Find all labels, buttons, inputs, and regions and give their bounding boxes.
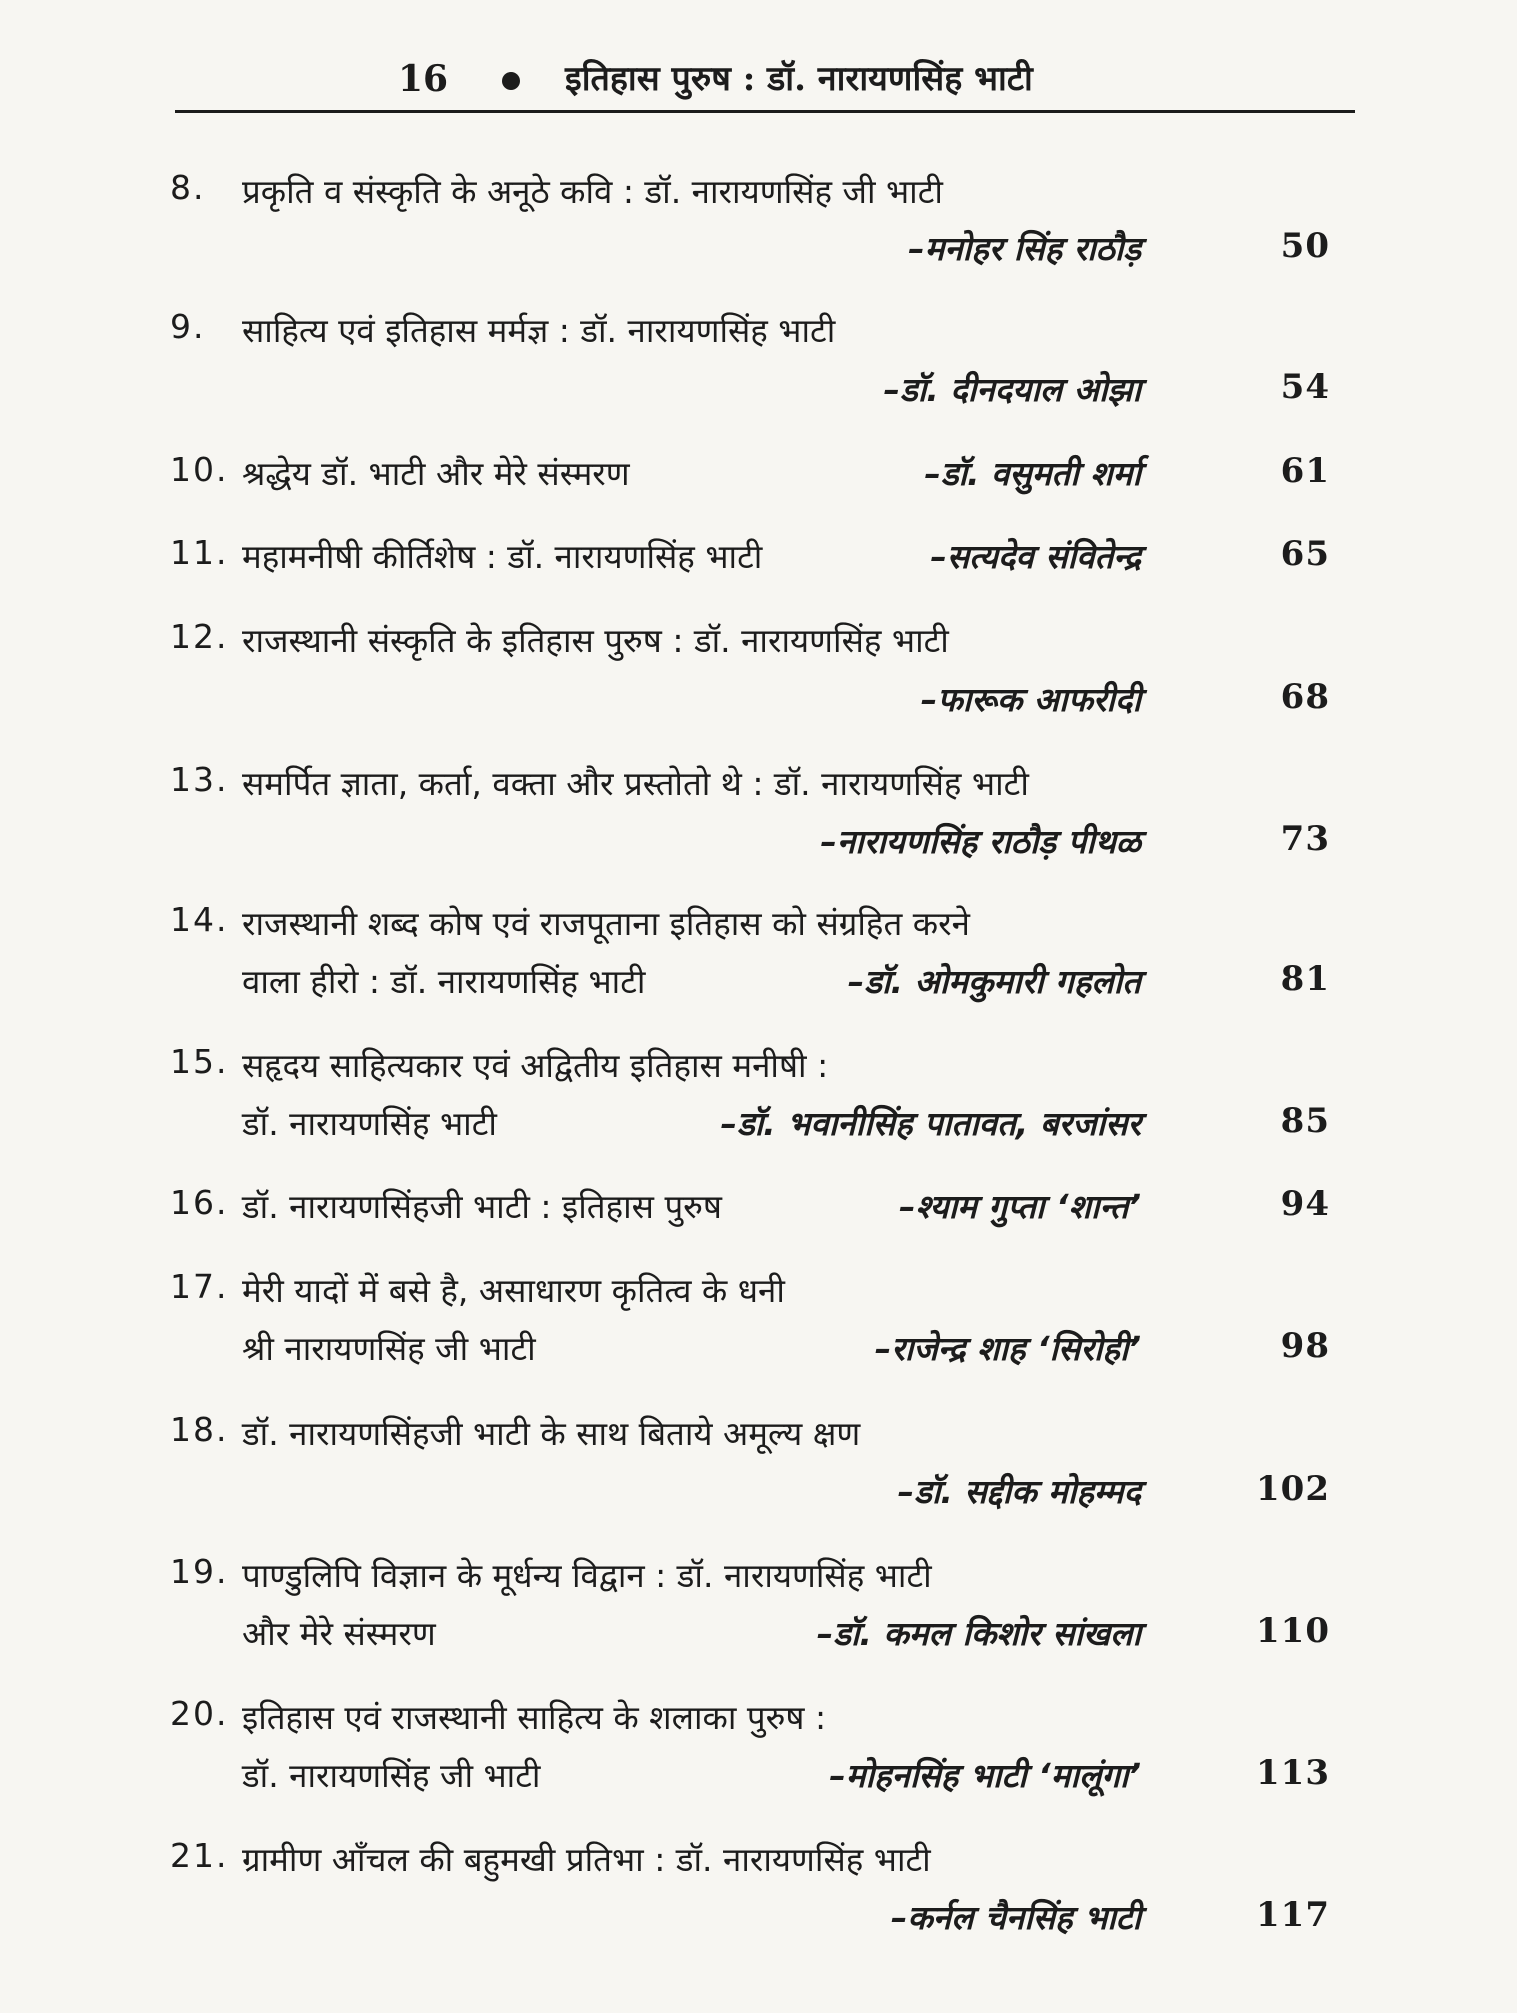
entry-title: डॉ. नारायणसिंहजी भाटी के साथ बिताये अमूल्य क्षण <box>242 1414 861 1453</box>
entry-author: –सत्यदेव संवितेन्द्र <box>930 537 1141 576</box>
entry-title: पाण्डुलिपि विज्ञान के मूर्धन्य विद्वान : डॉ. नारायणसिंह भाटी <box>242 1556 932 1595</box>
entry-title-line2: डॉ. नारायणसिंह जी भाटी <box>242 1756 541 1795</box>
entry-author: –मोहनसिंह भाटी ‘मालूंगा’ <box>829 1756 1141 1795</box>
entry-title: महामनीषी कीर्तिशेष : डॉ. नारायणसिंह भाटी <box>242 537 763 576</box>
entry-author: –फारूक आफरीदी <box>920 680 1141 719</box>
entry-number: 10. <box>170 450 229 489</box>
entry-author: –मनोहर सिंह राठौड़ <box>908 229 1141 268</box>
entry-number: 9. <box>170 307 206 346</box>
entry-number: 18. <box>170 1410 229 1449</box>
entry-number: 14. <box>170 900 229 939</box>
entry-title-line2: और मेरे संस्मरण <box>242 1614 436 1653</box>
entry-page: 73 <box>1280 819 1330 859</box>
entry-number: 17. <box>170 1267 229 1306</box>
entry-author: –डॉ. भवानीसिंह पातावत, बरजांसर <box>720 1104 1141 1143</box>
entry-title: इतिहास एवं राजस्थानी साहित्य के शलाका पुरुष : <box>242 1698 827 1737</box>
entry-author: –नारायणसिंह राठौड़ पीथळ <box>820 822 1141 861</box>
entry-title-line2: वाला हीरो : डॉ. नारायणसिंह भाटी <box>242 962 646 1001</box>
entry-page: 113 <box>1256 1753 1330 1793</box>
running-title: इतिहास पुरुष : डॉ. नारायणसिंह भाटी <box>565 59 1033 99</box>
entry-title: प्रकृति व संस्कृति के अनूठे कवि : डॉ. नारायणसिंह जी भाटी <box>242 172 943 211</box>
entry-page: 85 <box>1280 1101 1330 1141</box>
entry-number: 12. <box>170 617 229 656</box>
entry-title: सहृदय साहित्यकार एवं अद्वितीय इतिहास मनीषी : <box>242 1046 829 1085</box>
entry-author: –डॉ. सद्दीक मोहम्मद <box>897 1472 1141 1511</box>
bullet-dot-icon <box>502 72 520 90</box>
entry-number: 8. <box>170 168 206 207</box>
entry-number: 16. <box>170 1183 229 1222</box>
entry-author: –डॉ. कमल किशोर सांखला <box>816 1614 1141 1653</box>
entry-title: ग्रामीण आँचल की बहुमखी प्रतिभा : डॉ. नारायणसिंह भाटी <box>242 1840 931 1879</box>
header-rule <box>175 110 1355 113</box>
running-header <box>0 0 1517 110</box>
entry-number: 11. <box>170 533 229 572</box>
entry-page: 50 <box>1280 226 1330 266</box>
entry-author: –श्याम गुप्ता ‘शान्त’ <box>898 1187 1141 1226</box>
entry-page: 68 <box>1280 677 1330 717</box>
entry-page: 102 <box>1256 1469 1330 1509</box>
entry-title: राजस्थानी शब्द कोष एवं राजपूताना इतिहास को संग्रहित करने <box>242 904 970 943</box>
entry-author: –कर्नल चैनसिंह भाटी <box>890 1898 1141 1937</box>
entry-page: 117 <box>1256 1895 1330 1935</box>
entry-page: 98 <box>1280 1326 1330 1366</box>
entry-page: 61 <box>1280 451 1330 491</box>
entry-title: समर्पित ज्ञाता, कर्ता, वक्ता और प्रस्तोतो थे : डॉ. नारायणसिंह भाटी <box>242 764 1029 803</box>
entry-number: 19. <box>170 1552 229 1591</box>
entry-title: श्रद्धेय डॉ. भाटी और मेरे संस्मरण <box>242 454 630 493</box>
entry-author: –डॉ. वसुमती शर्मा <box>924 454 1141 493</box>
entry-number: 21. <box>170 1836 229 1875</box>
page-number: 16 <box>398 58 449 100</box>
entry-page: 81 <box>1280 959 1330 999</box>
entry-page: 65 <box>1280 534 1330 574</box>
entry-page: 54 <box>1280 367 1330 407</box>
entry-author: –डॉ. दीनदयाल ओझा <box>883 370 1141 409</box>
entry-number: 13. <box>170 760 229 799</box>
entry-title: साहित्य एवं इतिहास मर्मज्ञ : डॉ. नारायणसिंह भाटी <box>242 311 836 350</box>
entry-title: डॉ. नारायणसिंहजी भाटी : इतिहास पुरुष <box>242 1187 722 1226</box>
entry-author: –डॉ. ओमकुमारी गहलोत <box>847 962 1141 1001</box>
entry-author: –राजेन्द्र शाह ‘सिरोही’ <box>874 1329 1141 1368</box>
entry-title: राजस्थानी संस्कृति के इतिहास पुरुष : डॉ. नारायणसिंह भाटी <box>242 621 949 660</box>
entry-title: मेरी यादों में बसे है, असाधारण कृतित्व के धनी <box>242 1271 785 1310</box>
entry-page: 110 <box>1256 1611 1330 1651</box>
entry-number: 15. <box>170 1042 229 1081</box>
entry-title-line2: डॉ. नारायणसिंह भाटी <box>242 1104 497 1143</box>
entry-page: 94 <box>1280 1184 1330 1224</box>
entry-title-line2: श्री नारायणसिंह जी भाटी <box>242 1329 536 1368</box>
entry-number: 20. <box>170 1694 229 1733</box>
